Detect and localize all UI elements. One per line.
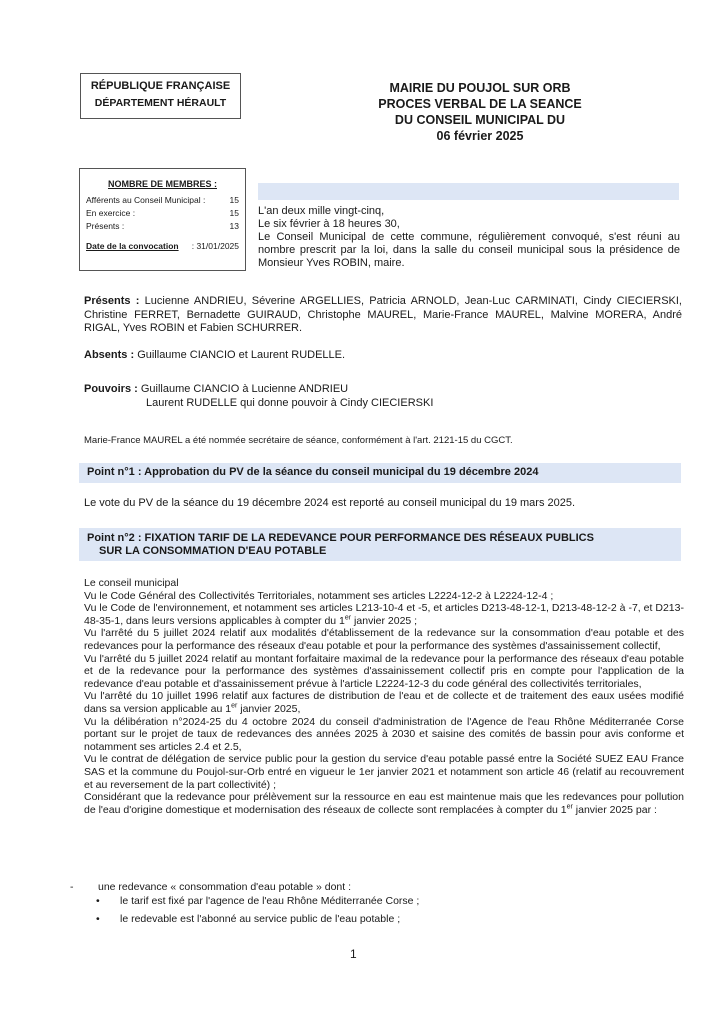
members-row xyxy=(86,194,239,207)
list-item xyxy=(70,912,670,926)
intro-text xyxy=(258,205,680,270)
bullet-icon: • xyxy=(96,913,100,925)
members-box xyxy=(79,168,246,271)
republic-label: RÉPUBLIQUE FRANÇAISE xyxy=(90,80,231,92)
page-number: 1 xyxy=(350,947,357,961)
members-row-value: 15 xyxy=(229,208,239,218)
pouvoirs-line-1: Guillaume CIANCIO à Lucienne ANDRIEU xyxy=(140,383,349,395)
absents-text: Guillaume CIANCIO et Laurent RUDELLE. xyxy=(137,349,346,361)
header-identity-box xyxy=(80,73,241,119)
intro-line-1: L'an deux mille vingt-cinq, xyxy=(258,205,385,217)
members-row-label: Afférents au Conseil Municipal : xyxy=(86,195,206,205)
members-row xyxy=(86,207,239,220)
point-2-title-line-1: Point n°2 : FIXATION TARIF DE LA REDEVANCE POUR PERFORMANCE DES RÉSEAUX PUBLICS xyxy=(87,532,594,544)
convocation-date: : 31/01/2025 xyxy=(191,241,239,251)
body-paragraph: Vu l'arrêté du 5 juillet 2024 relatif au montant forfaitaire maximal de la redevance pour la performance des réseaux d'eau potable et de la redevance pour la performance des systèmes d'assainissement collectif pris en compte pour l'application de la redevance d'eau potable et d'assainissement prévue à l'article L2224-12-3 du code général des collectivités territoriales, xyxy=(84,652,684,690)
list-item-text: le tarif est fixé par l'agence de l'eau Rhône Méditerranée Corse ; xyxy=(120,895,420,907)
presents-label: Présents : xyxy=(84,295,140,307)
body-paragraph: Vu le Code de l'environnement, et notamment ses articles L213-10-4 et -5, et articles D213-48-12-1, D213-48-12-2 à -7, et D213-48-35-1, dans leurs versions applicables à compter du 1er janvier 2025 ; xyxy=(84,602,684,627)
presents-paragraph xyxy=(84,295,682,336)
body-paragraph: Vu le Code Général des Collectivités Territoriales, notamment ses articles L2224-12-2 à L2224-12-4 ; xyxy=(84,589,554,602)
title-line-2: PROCES VERBAL DE LA SEANCE xyxy=(378,97,582,111)
body-paragraph: Vu l'arrêté du 10 juillet 1996 relatif aux factures de distribution de l'eau et de collecte et de traitement des eaux usées modifié dans sa version applicable au 1er janvier 2025, xyxy=(84,690,684,715)
members-row-label: Présents : xyxy=(86,221,125,231)
document-title xyxy=(270,80,690,144)
members-row xyxy=(86,220,239,233)
dash-marker: - xyxy=(70,881,74,893)
deliberation-body xyxy=(84,577,684,816)
intro-line-2: Le six février à 18 heures 30, xyxy=(258,218,400,230)
list-item xyxy=(70,894,670,908)
intro-line-3: Le Conseil Municipal de cette commune, régulièrement convoqué, s'est réuni au nombre prescrit par la loi, dans la salle du conseil municipal sous la présidence de Monsieur Yves ROBIN, maire. xyxy=(258,231,680,269)
pouvoirs-line-2: Laurent RUDELLE qui donne pouvoir à Cindy CIECIERSKI xyxy=(146,396,434,409)
department-label: DÉPARTEMENT HÉRAULT xyxy=(94,97,227,109)
body-paragraph: Vu l'arrêté du 5 juillet 2024 relatif aux modalités d'établissement de la redevance sur la consommation d'eau potable et des redevances pour la performance des réseaux d'eau potable et pour la performance des systèmes d'assainissement collectif, xyxy=(84,627,684,652)
absents-paragraph xyxy=(84,349,682,363)
list-item xyxy=(70,880,670,894)
members-row-label: En exercice : xyxy=(86,208,136,218)
title-line-1: MAIRIE DU POUJOL SUR ORB xyxy=(389,81,571,95)
point-1-heading: Point n°1 : Approbation du PV de la séance du conseil municipal du 19 décembre 2024 xyxy=(79,463,681,483)
body-paragraph: Vu le contrat de délégation de service public pour la gestion du service d'eau potable passé entre la Société SUEZ EAU France SAS et la commune du Poujol-sur-Orb entré en vigueur le 1er janvier 2021 et notamment son article 46 (relatif au recouvrement et au reversement de la part collectivité) ; xyxy=(84,753,684,791)
members-row-value: 13 xyxy=(229,221,239,231)
absents-label: Absents : xyxy=(84,349,135,361)
pouvoirs-paragraph xyxy=(84,383,682,410)
presents-text: Lucienne ANDRIEU, Séverine ARGELLIES, Patricia ARNOLD, Jean-Luc CARMINATI, Cindy CIECIERSKI, Christine FERRET, Bernadette GUIRAUD, Christophe MAUREL, Marie-France MAUREL, Malvine MORERA, André RIGAL, Yves ROBIN et Fabien SCHURRER. xyxy=(84,295,682,334)
list-item-text: une redevance « consommation d'eau potable » dont : xyxy=(98,881,352,893)
point-1-text: Le vote du PV de la séance du 19 décembre 2024 est reporté au conseil municipal du 19 mars 2025. xyxy=(84,497,576,509)
list-item-text: le redevable est l'abonné au service public de l'eau potable ; xyxy=(120,913,401,925)
body-paragraph: Le conseil municipal xyxy=(84,577,179,589)
pouvoirs-label: Pouvoirs : xyxy=(84,383,138,395)
body-paragraph: Vu la délibération n°2024-25 du 4 octobre 2024 du conseil d'administration de l'Agence de l'eau Rhône Méditerranée Corse portant sur le projet de taux de redevances des années 2025 à 2030 et saisine des comités de bassin pour avis conforme et notamment ses articles 2.4 et 2.5, xyxy=(84,715,684,753)
point-2-title-line-2: SUR LA CONSOMMATION D'EAU POTABLE xyxy=(99,545,327,557)
members-heading: NOMBRE DE MEMBRES : xyxy=(107,179,217,189)
secretaire-paragraph: Marie-France MAUREL a été nommée secrétaire de séance, conformément à l'art. 2121-15 du CGCT. xyxy=(84,435,513,446)
highlight-strip xyxy=(258,183,679,200)
title-line-4: 06 février 2025 xyxy=(436,129,524,143)
redevance-list xyxy=(70,880,670,926)
bullet-icon: • xyxy=(96,895,100,907)
body-paragraph: Considérant que la redevance pour prélèvement sur la ressource en eau est maintenue mais que les redevances pour pollution de l'eau d'origine domestique et modernisation des réseaux de collecte sont remplacées à compter du 1er janvier 2025 par : xyxy=(84,791,684,816)
members-row-value: 15 xyxy=(229,195,239,205)
convocation-row xyxy=(86,241,239,251)
point-2-heading xyxy=(79,528,681,561)
convocation-label: Date de la convocation xyxy=(86,241,179,251)
title-line-3: DU CONSEIL MUNICIPAL DU xyxy=(394,113,566,127)
